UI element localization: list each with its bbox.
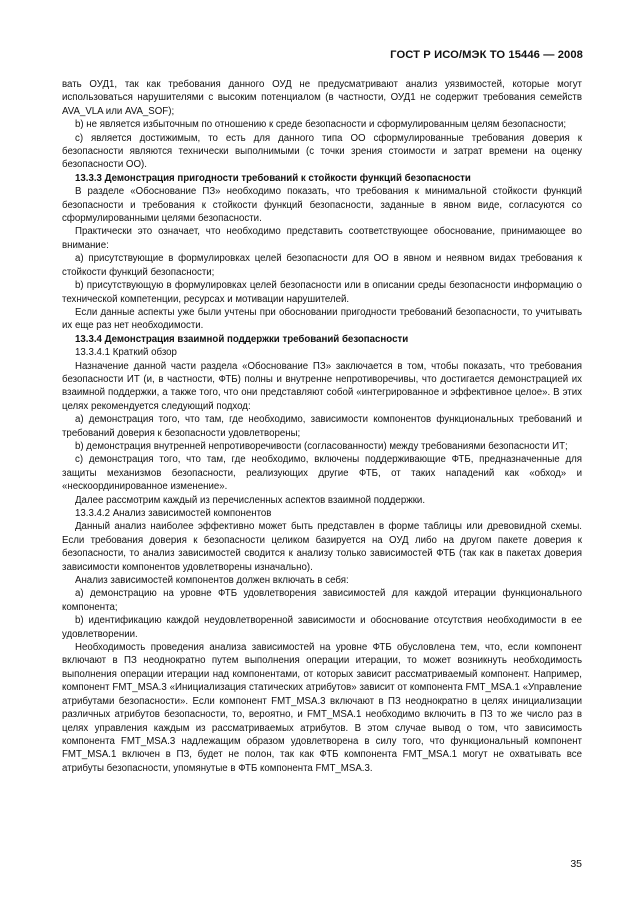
paragraph: Если данные аспекты уже были учтены при обосновании пригодности требований безопасности, то учитывать их еще раз нет необходимости. xyxy=(62,306,582,332)
paragraph: 13.3.4.2 Анализ зависимостей компонентов xyxy=(75,508,272,519)
paragraph: b) не является избыточным по отношению к среде безопасности и сформулированным целям безопасности; xyxy=(75,119,567,131)
paragraph: В разделе «Обоснование ПЗ» необходимо показать, что требования к минимальной стойкости функций безопасности и требования к стойкости функций безопасности, заданные в явном виде, согласуются со сформулированными целями безопасности. xyxy=(62,186,582,225)
paragraph: Назначение данной части раздела «Обоснование ПЗ» заключается в том, чтобы показать, что требования безопасности ИТ (и, в частности, ФТБ) полны и внутренне непротиворечивы, что достигается демонстрацией их взаимной поддержки, а также того, что они представляют собой «интегрированное и эффективное целое». В этих целях рекомендуется следующий подход: xyxy=(62,360,582,412)
paragraph: Необходимость проведения анализа зависимостей на уровне ФТБ обусловлена тем, что, если компонент включают в ПЗ неоднократно путем выполнения операции итерации, то может возникнуть необходимость выполнения операции итерации над компонентами, от которых зависит рассматриваемый компонент. Например, компонент FMT_MSA.3 «Инициализация статических атрибутов» зависит от компонента FMT_MSA.1 «Управление атрибутами безопасности». Если компонент FMT_MSA.3 включают в ПЗ неоднократно в целях инициализации различных атрибутов безопасности, то, вероятно, и FMT_MSA.1 необходимо включить в ПЗ то же число раз в целях управления каждым из рассматриваемых атрибутов. В этом случае вывод о том, что зависимость компонента FMT_MSA.3 надлежащим образом удовлетворена в силу того, что функциональный компонент FMT_MSA.1 включен в ПЗ, будет не полон, так как ФТБ компонента FMT_MSA.1 могут не охватывать все атрибуты безопасности, упомянутые в ФТБ компонента FMT_MSA.3. xyxy=(62,642,582,774)
document-header: ГОСТ Р ИСО/МЭК ТО 15446 — 2008 xyxy=(390,49,583,61)
paragraph: Практически это означает, что необходимо представить соответствующее обоснование, принимающее во внимание: xyxy=(62,226,582,251)
section-heading: 13.3.3 Демонстрация пригодности требований к стойкости функций безопасности xyxy=(75,172,471,184)
paragraph: c) является достижимым, то есть для данного типа ОО сформулированные требования доверия к безопасности являются технически выполнимыми (с точки зрения стоимости и затрат времени на оценку безопасности ОО). xyxy=(62,132,582,171)
paragraph: a) присутствующие в формулировках целей безопасности для ОО в явном и неявном видах требования к стойкости функций безопасности; xyxy=(62,253,582,278)
paragraph: Данный анализ наиболее эффективно может быть представлен в форме таблицы или древовидной схемы. Если требования доверия к безопасности целиком базируется на ОУД либо на другом пакете доверия к безопасности, то анализ зависимостей сводится к анализу только зависимостей ФТБ (так как в пакетах доверия зависимости компонентов удовлетворены изначально). xyxy=(62,521,582,573)
paragraph: a) демонстрацию на уровне ФТБ удовлетворения зависимостей для каждой итерации функционального компонента; xyxy=(62,588,582,613)
paragraph: b) идентификацию каждой неудовлетворенной зависимости и обоснование отсутствия необходимости в ее удовлетворении. xyxy=(62,615,582,640)
paragraph: c) демонстрация того, что там, где необходимо, включены поддерживающие ФТБ, предназначенные для защиты механизмов безопасности, реализующих другие ФТБ, от таких нападений как «обход» и «нескоординированное изменение». xyxy=(62,454,582,493)
paragraph: b) присутствующую в формулировках целей безопасности или в описании среды безопасности информацию о технической компетенции, ресурсах и мотивации нарушителей. xyxy=(62,280,582,305)
paragraph: b) демонстрация внутренней непротиворечивости (согласованности) между требованиями безопасности ИТ; xyxy=(75,440,568,452)
paragraph: вать ОУД1, так как требования данного ОУД не предусматривают анализ уязвимостей, которые могут использоваться нарушителями с высоким потенциалом (в частности, ОУД1 не содержит требования семейств AVA_VLA или AVA_SOF); xyxy=(62,79,582,117)
paragraph: a) демонстрация того, что там, где необходимо, зависимости компонентов функциональных требований и требований доверия к безопасности удовлетворены; xyxy=(62,414,582,439)
page-number: 35 xyxy=(570,858,582,870)
section-heading: 13.3.4 Демонстрация взаимной поддержки требований безопасности xyxy=(75,333,409,345)
paragraph: Далее рассмотрим каждый из перечисленных аспектов взаимной поддержки. xyxy=(75,494,426,506)
paragraph: 13.3.4.1 Краткий обзор xyxy=(75,347,177,359)
body-text xyxy=(62,78,582,775)
paragraph: Анализ зависимостей компонентов должен включать в себя: xyxy=(75,575,349,587)
